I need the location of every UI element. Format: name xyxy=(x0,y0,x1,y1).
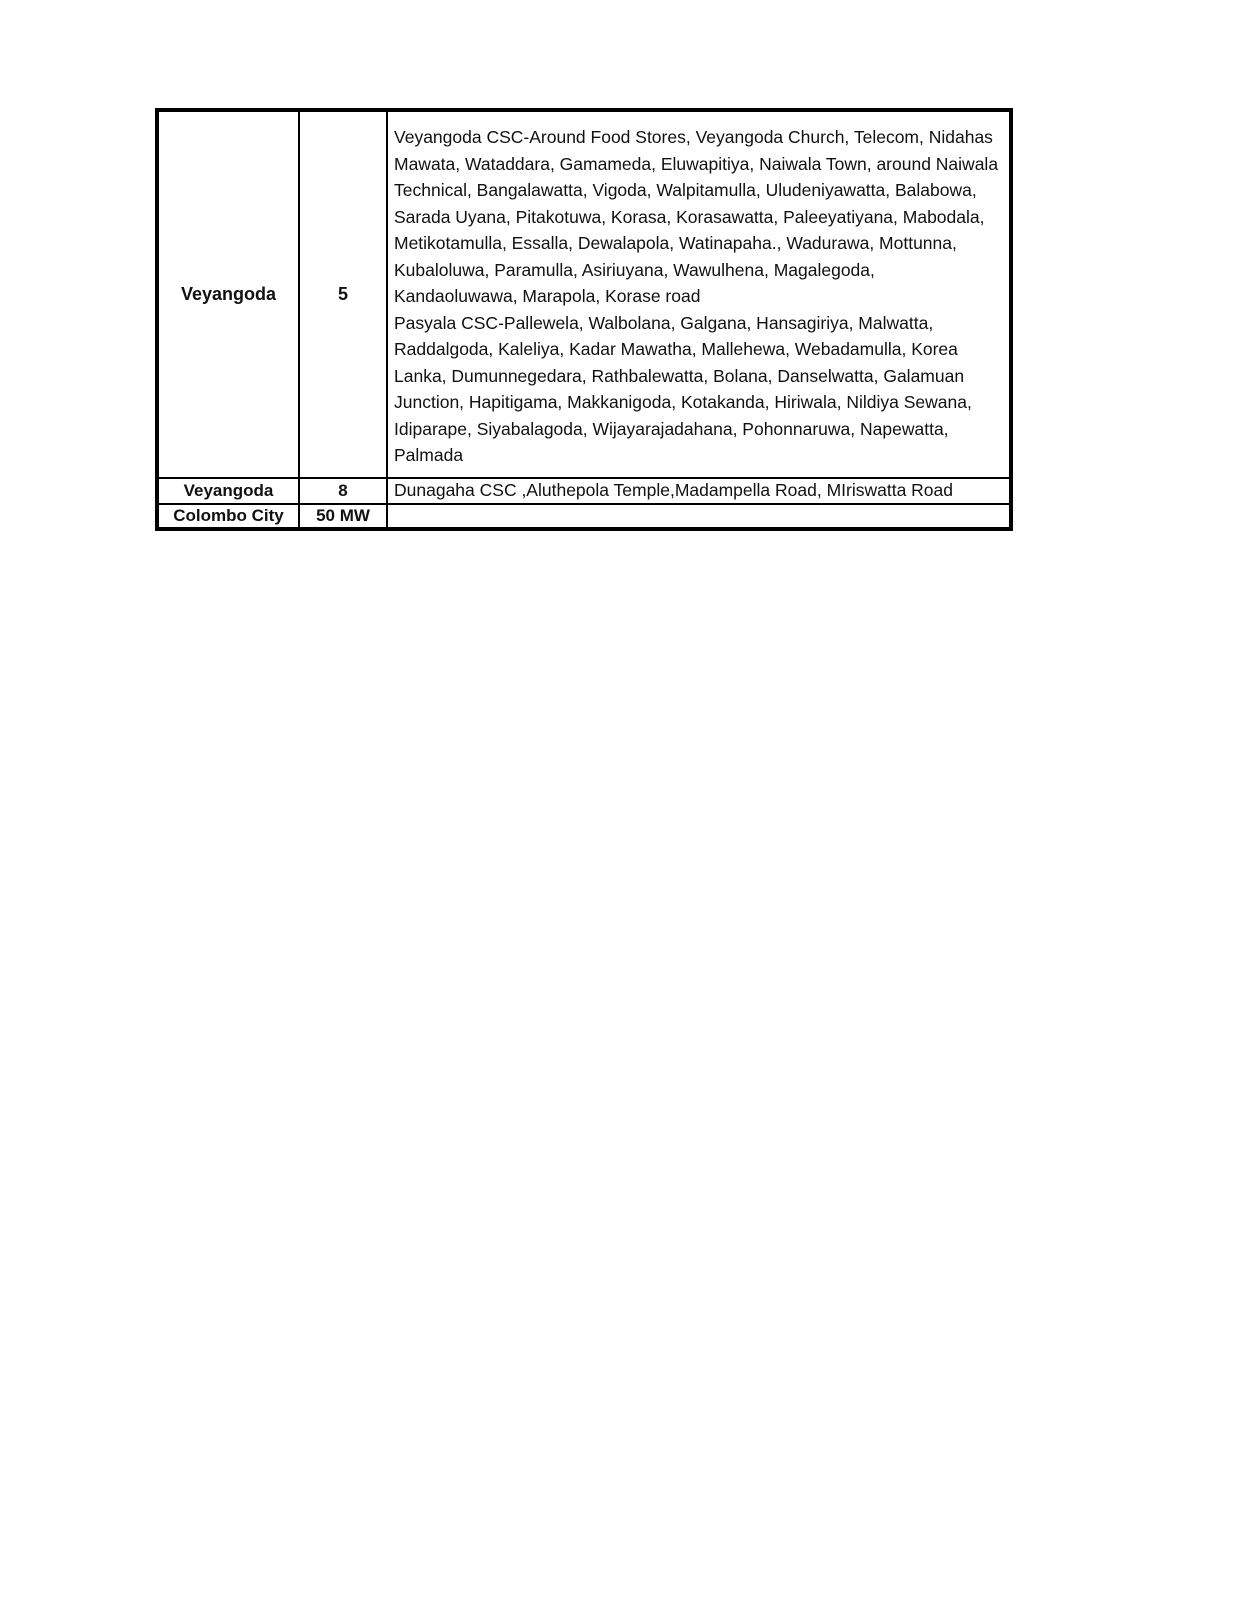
group-cell: 50 MW xyxy=(299,504,387,529)
table-row xyxy=(157,478,1011,504)
places-cell xyxy=(387,504,1011,529)
area-cell: Colombo City xyxy=(157,504,299,529)
group-cell: 8 xyxy=(299,478,387,504)
area-cell: Veyangoda xyxy=(157,110,299,478)
area-cell: Veyangoda xyxy=(157,478,299,504)
table-row xyxy=(157,110,1011,478)
group-cell: 5 xyxy=(299,110,387,478)
places-list: Veyangoda CSC-Around Food Stores, Veyangoda Church, Telecom, Nidahas Mawata, Wataddara, Gamameda, Eluwapitiya, Naiwala Town, around Naiwala Technical, Bangalawatta, Vigoda, Walpitamulla, Uludeniyawatta, Balabowa, Sarada Uyana, Pitakotuwa, Korasa, Korasawatta, Paleeyatiyana, Mabodala, Metikotamulla, Essalla, Dewalapola, Watinapaha., Wadurawa, Mottunna, Kubaloluwa, Paramulla, Asiriuyana, Wawulhena, Magalegoda, Kandaoluwawa, Marapola, Korase road xyxy=(394,127,999,306)
places-list: Dunagaha CSC ,Aluthepola Temple,Madampella Road, MIriswatta Road xyxy=(394,480,954,500)
places-cell xyxy=(387,478,1011,504)
table-row xyxy=(157,504,1011,529)
places-list: Pasyala CSC-Pallewela, Walbolana, Galgana, Hansagiriya, Malwatta, Raddalgoda, Kaleliya, Kadar Mawatha, Mallehewa, Webadamulla, Korea Lanka, Dumunnegedara, Rathbalewatta, Bolana, Danselwatta, Galamuan Junction, Hapitigama, Makkanigoda, Kotakanda, Hiriwala, Nildiya Sewana, Idiparape, Siyabalagoda, Wijayarajadahana, Pohonnaruwa, Napewatta, Palmada xyxy=(394,312,972,465)
power-cut-schedule-table xyxy=(155,108,1013,531)
places-cell xyxy=(387,110,1011,478)
